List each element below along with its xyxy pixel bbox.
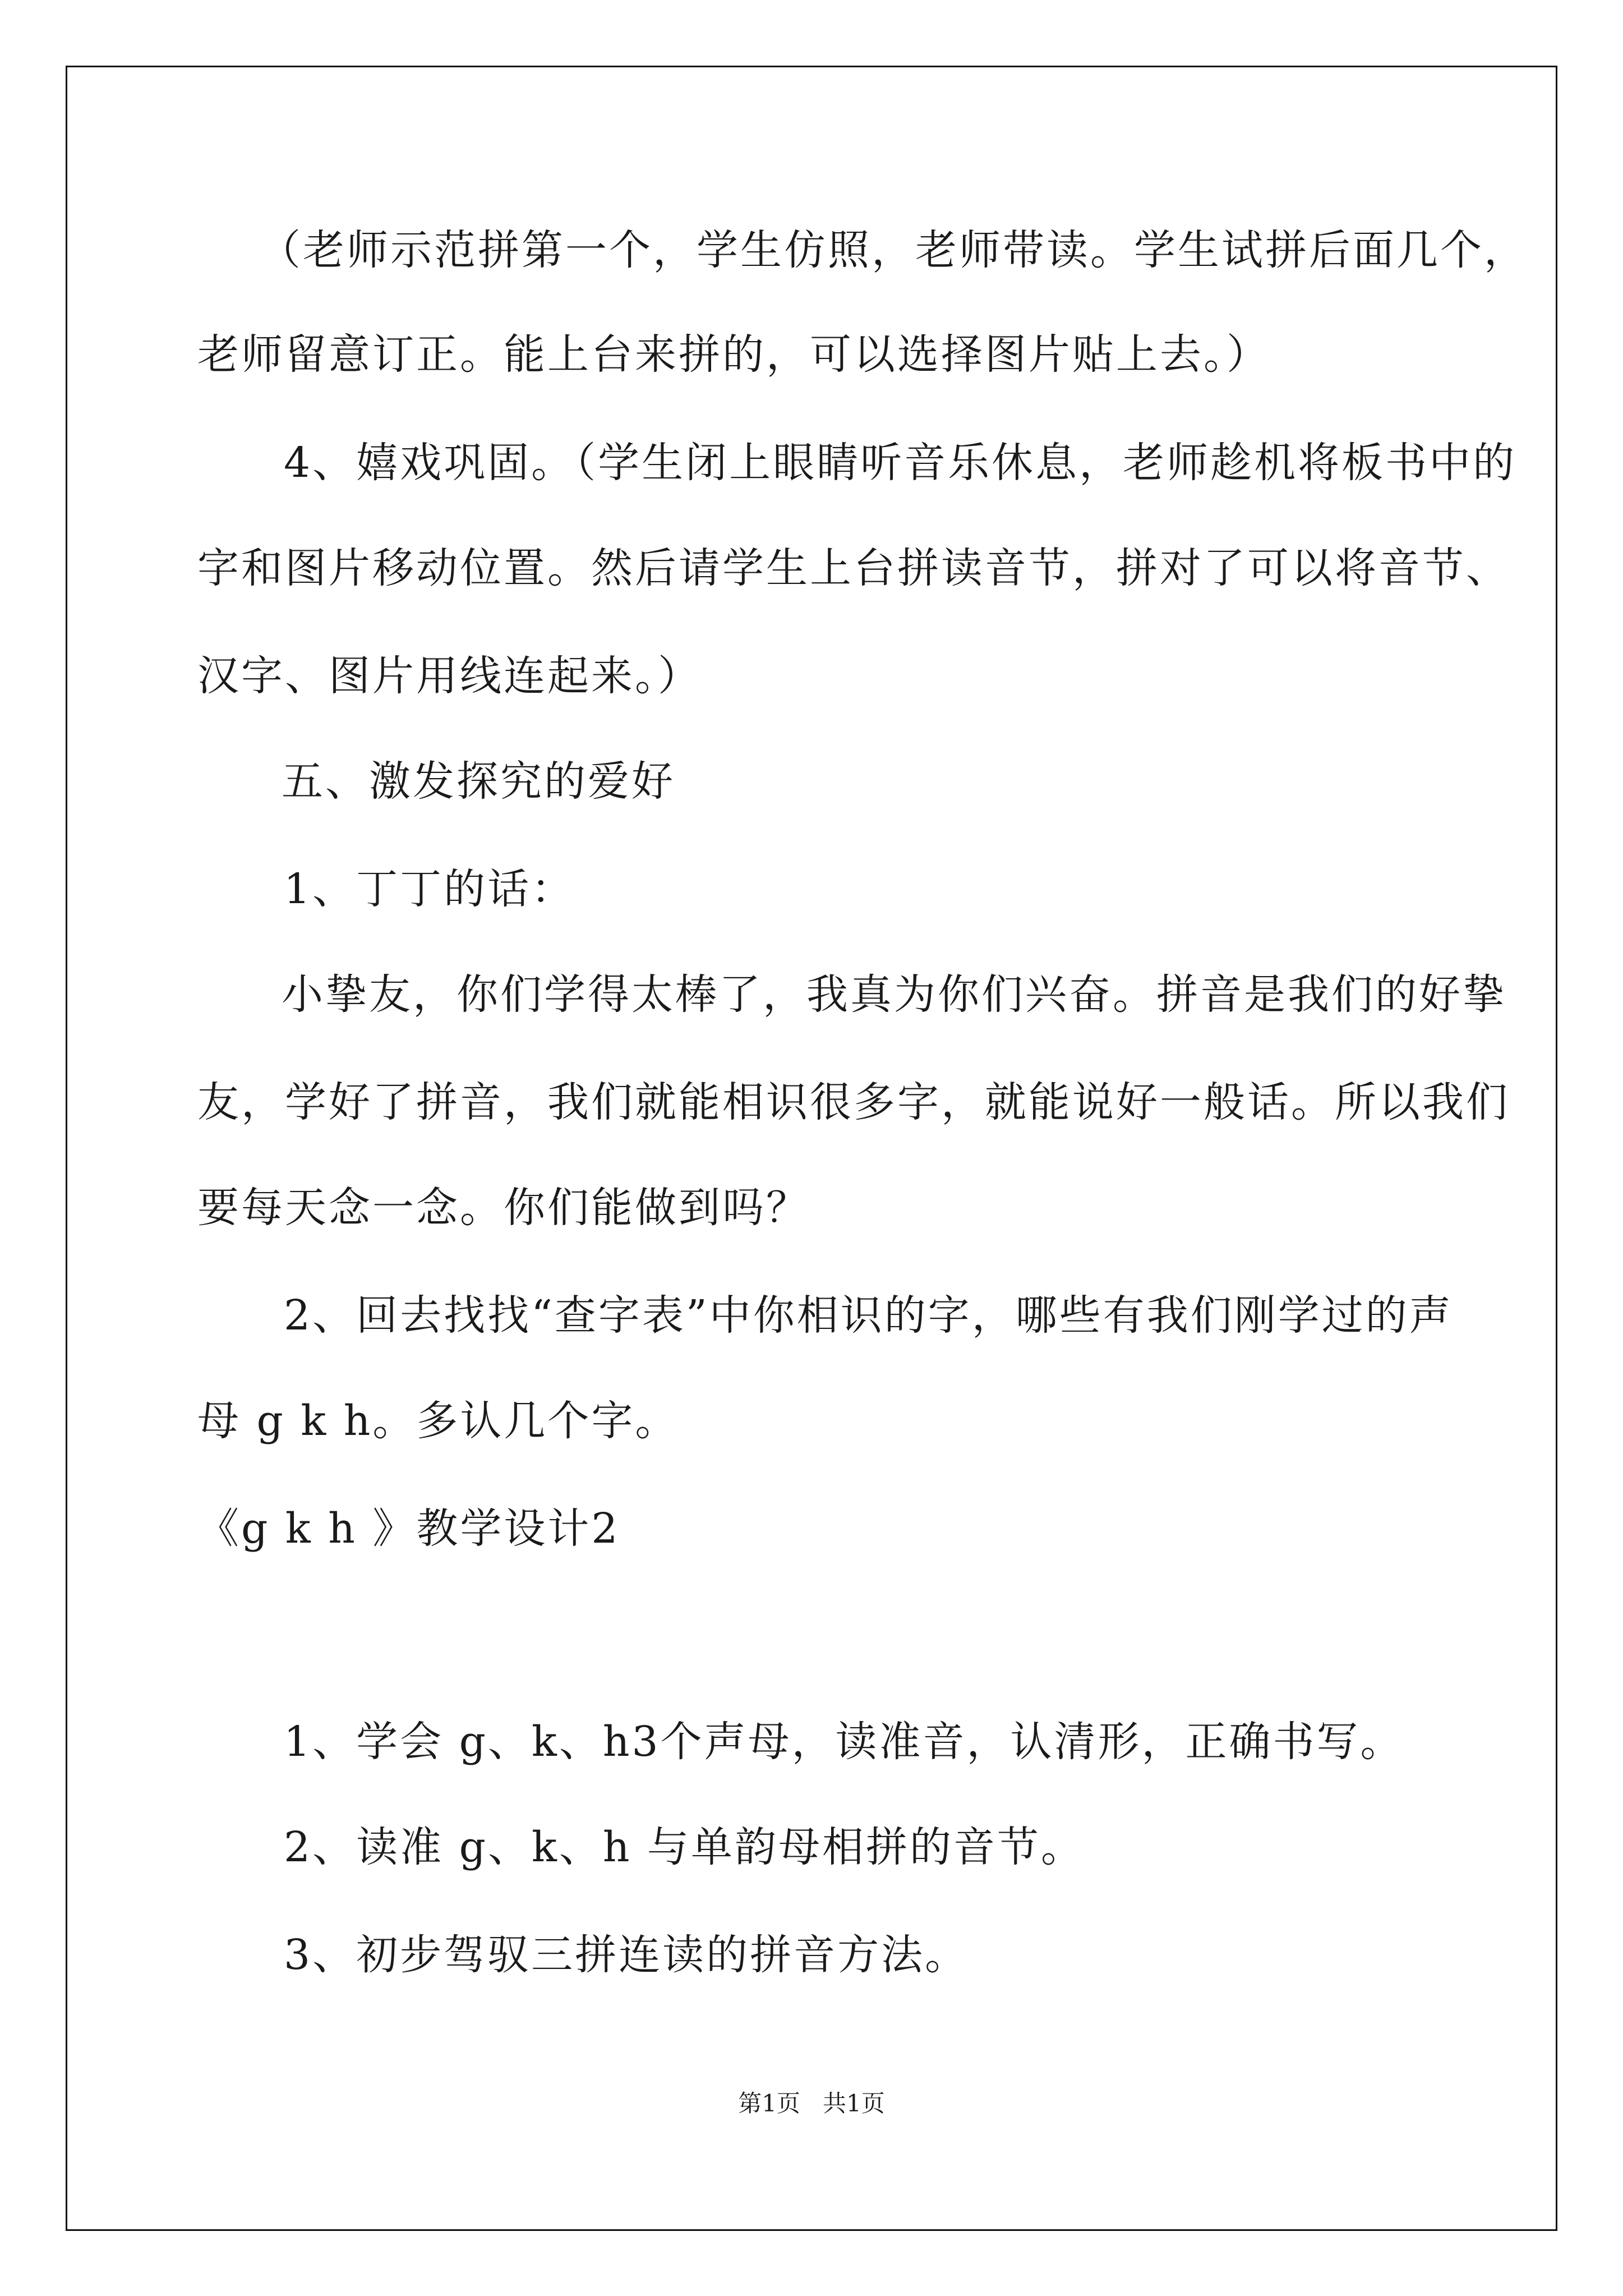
paragraph-line: 字和图片移动位置。然后请学生上台拼读音节，拼对了可以将音节、	[197, 544, 1510, 592]
objective-item: 2、读准 g、k、h 与单韵母相拼的音节。	[284, 1823, 1085, 1871]
section-heading: 五、激发探究的爱好	[282, 757, 675, 806]
paragraph-line: 友，学好了拼音，我们就能相识很多字，就能说好一般话。所以我们	[197, 1078, 1510, 1126]
objective-item: 3、初步驾驭三拼连读的拼音方法。	[284, 1931, 969, 1979]
paragraph-line: 母 g k h。多认几个字。	[197, 1397, 679, 1445]
paragraph-line: 4、嬉戏巩固。（学生闭上眼睛听音乐休息，老师趁机将板书中的	[284, 439, 1517, 487]
paragraph-line: 老师留意订正。能上台来拼的，可以选择图片贴上去。）	[197, 330, 1270, 379]
paragraph-line: （老师示范拼第一个，学生仿照，老师带读。学生试拼后面几个，	[259, 226, 1528, 274]
paragraph-line: 汉字、图片用线连起来。）	[197, 652, 702, 700]
paragraph-line: 1、丁丁的话：	[284, 865, 575, 913]
paragraph-line: 2、回去找找“查字表”中你相识的字，哪些有我们刚学过的声	[284, 1291, 1453, 1340]
paragraph-line: 要每天念一念。你们能做到吗？	[197, 1184, 810, 1232]
document-title: 《g k h 》教学设计2	[197, 1504, 620, 1553]
page-border	[66, 66, 1557, 2231]
page-footer: 第1页 共1页	[738, 2090, 885, 2117]
paragraph-line: 小挚友，你们学得太棒了，我真为你们兴奋。拼音是我们的好挚	[282, 970, 1506, 1019]
objective-item: 1、学会 g、k、h3个声母，读准音，认清形，正确书写。	[284, 1718, 1404, 1766]
